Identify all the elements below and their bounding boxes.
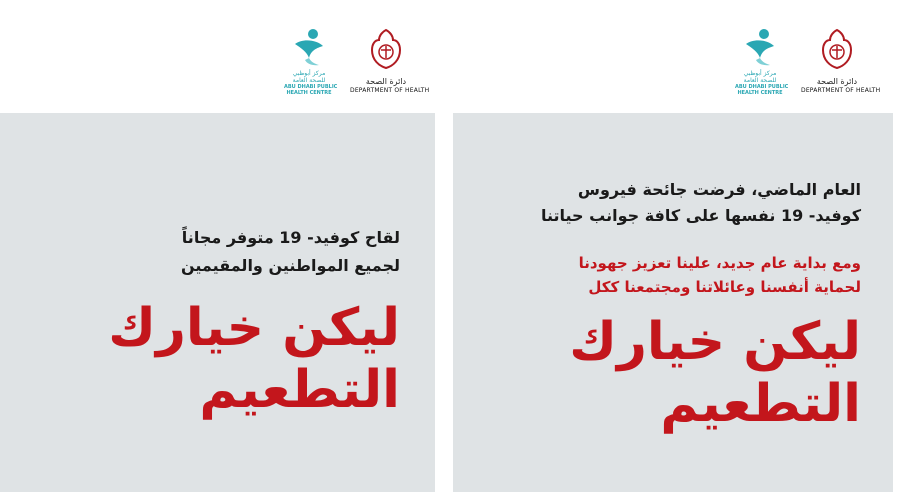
left-slogan-2: التطعيم bbox=[199, 360, 400, 420]
falcon-emblem-icon bbox=[820, 28, 854, 70]
phc-logo bbox=[735, 28, 789, 96]
right-slogan-1: ليكن خيارك bbox=[569, 312, 861, 372]
phc-logo bbox=[284, 28, 338, 96]
right-poster bbox=[453, 0, 900, 500]
phc-arabic-1: مركز أبوظبي bbox=[292, 70, 326, 77]
right-red-line-2: لحماية أنفسنا وعائلاتنا ومجتمعنا ككل bbox=[588, 278, 861, 296]
right-slogan-2: التطعيم bbox=[660, 374, 861, 434]
right-panel bbox=[453, 113, 893, 492]
phc-english-1: ABU DHABI PUBLIC bbox=[735, 84, 789, 90]
figure-mark-icon bbox=[742, 28, 778, 66]
left-line-2: لجميع المواطنين والمقيمين bbox=[181, 256, 400, 275]
phc-arabic-2: للصحة العامة bbox=[743, 77, 777, 84]
phc-english-2: HEALTH CENTRE bbox=[737, 90, 783, 96]
right-header-logos bbox=[735, 28, 885, 98]
falcon-emblem-icon bbox=[369, 28, 403, 70]
doh-logo bbox=[350, 28, 430, 94]
doh-english: DEPARTMENT OF HEALTH bbox=[801, 87, 881, 94]
left-line-1: لقاح كوفيد- 19 متوفر مجاناً bbox=[181, 228, 400, 247]
left-slogan-1: ليكن خيارك bbox=[108, 298, 400, 358]
left-header-logos bbox=[284, 28, 434, 98]
left-poster bbox=[0, 0, 437, 500]
doh-logo bbox=[801, 28, 881, 94]
right-line-1: العام الماضي، فرضت جائحة فيروس bbox=[577, 180, 861, 199]
phc-english-1: ABU DHABI PUBLIC bbox=[284, 84, 338, 90]
doh-arabic: دائرة الصحة bbox=[365, 77, 407, 86]
left-panel bbox=[0, 113, 435, 492]
right-line-2: كوفيد- 19 نفسها على كافة جوانب حياتنا bbox=[540, 206, 861, 225]
phc-arabic-1: مركز أبوظبي bbox=[743, 70, 777, 77]
phc-arabic-2: للصحة العامة bbox=[292, 77, 326, 84]
phc-english-2: HEALTH CENTRE bbox=[286, 90, 332, 96]
right-red-line-1: ومع بداية عام جديد، علينا تعزيز جهودنا bbox=[578, 254, 861, 272]
figure-mark-icon bbox=[291, 28, 327, 66]
doh-arabic: دائرة الصحة bbox=[816, 77, 858, 86]
doh-english: DEPARTMENT OF HEALTH bbox=[350, 87, 430, 94]
